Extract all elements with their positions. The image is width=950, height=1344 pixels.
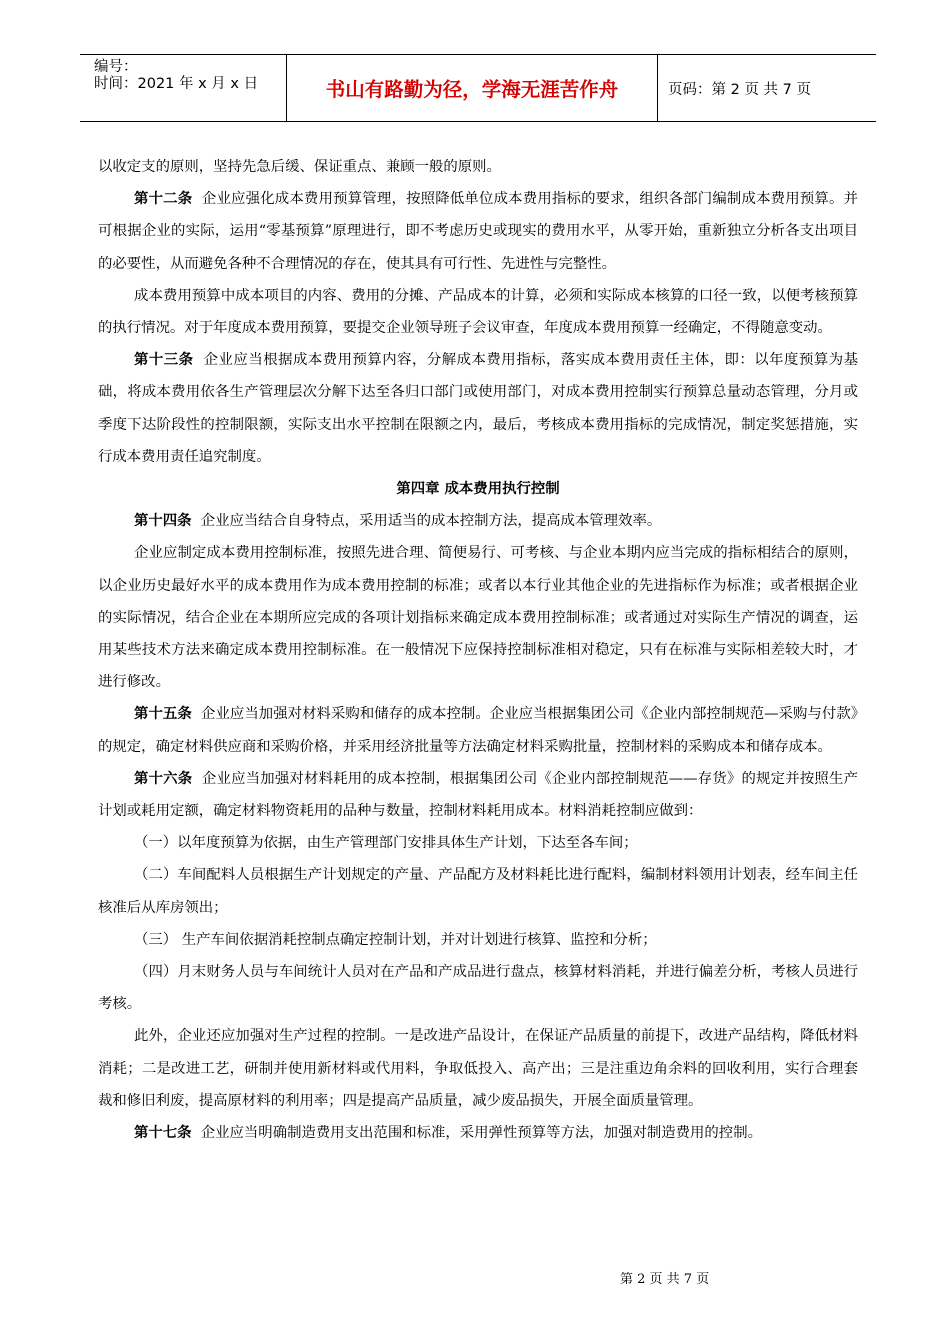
article-title: 第十四条 bbox=[134, 512, 192, 530]
header-page-info: 页码：第 2 页 共 7 页 bbox=[668, 81, 811, 98]
article-text: 企业应当加强对材料耗用的成本控制，根据集团公司《企业内部控制规范——存货》的规定并按照生产计划或耗用定额，确定材料物资耗用的品种与数量，控制材料耗用成本。材料消耗控制应做到： bbox=[98, 770, 858, 820]
article-text: 企业应当明确制造费用支出范围和标准，采用弹性预算等方法，加强对制造费用的控制。 bbox=[200, 1125, 762, 1142]
list-item: （一）以年度预算为依据，由生产管理部门安排具体生产计划，下达至各车间； bbox=[134, 835, 638, 852]
header-motto: 书山有路勤为径，学海无涯苦作舟 bbox=[286, 55, 658, 121]
article-14 bbox=[98, 505, 858, 537]
header-meta bbox=[94, 59, 294, 93]
article-15 bbox=[98, 698, 858, 762]
article-title: 第十七条 bbox=[134, 1124, 192, 1142]
list-item: （二）车间配料人员根据生产计划规定的产量、产品配方及材料耗比进行配料，编制材料领用计划表，经车间主任核准后从库房领出； bbox=[98, 867, 858, 916]
article-13 bbox=[98, 344, 858, 473]
article-title: 第十六条 bbox=[134, 769, 193, 787]
article-text: 企业应当结合自身特点，采用适当的成本控制方法，提高成本管理效率。 bbox=[200, 513, 662, 530]
document-time-label: 时间：2021 年 x 月 x 日 bbox=[94, 76, 259, 92]
paragraph: 企业应制定成本费用控制标准，按照先进合理、简便易行、可考核、与企业本期内应当完成的指标相结合的原则，以企业历史最好水平的成本费用作为成本费用控制的标准；或者以本行业其他企业的先进指标作为标准；或者根据企业的实际情况，结合企业在本期所应完成的各项计划指标来确定成本费用控制标准；或者通过对实际生产情况的调查，运用某些技术方法来确定成本费用控制标准。在一般情况下应保持控制标准相对稳定，只有在标准与实际相差较大时，才进行修改。 bbox=[98, 545, 858, 691]
article-title: 第十五条 bbox=[134, 705, 192, 723]
list-item: （四）月末财务人员与车间统计人员对在产品和产成品进行盘点，核算材料消耗，并进行偏差分析，考核人员进行考核。 bbox=[98, 964, 858, 1013]
article-17 bbox=[98, 1117, 858, 1149]
article-text: 企业应当根据成本费用预算内容，分解成本费用指标，落实成本费用责任主体，即：以年度预算为基础，将成本费用依各生产管理层次分解下达至各归口部门或使用部门，对成本费用控制实行预算总量动态管理，分月或季度下达阶段性的控制限额，实际支出水平控制在限额之内，最后，考核成本费用指标的完成情况，制定奖惩措施，实行成本费用责任追究制度。 bbox=[98, 352, 858, 465]
article-title: 第十三条 bbox=[134, 351, 194, 369]
page-footer: 第 2 页 共 7 页 bbox=[620, 1272, 710, 1287]
paragraph: 以收定支的原则，坚持先急后缓、保证重点、兼顾一般的原则。 bbox=[98, 159, 501, 175]
article-title: 第十二条 bbox=[134, 190, 193, 208]
article-16 bbox=[98, 763, 858, 827]
document-number-label: 编号： bbox=[94, 59, 138, 75]
article-text: 企业应强化成本费用预算管理，按照降低单位成本费用指标的要求，组织各部门编制成本费用预算。并可根据企业的实际，运用“零基预算”原理进行，即不考虑历史或现实的费用水平，从零开始，重新独立分析各支出项目的必要性，从而避免各种不合理情况的存在，使其具有可行性、先进性与完整性。 bbox=[98, 191, 858, 272]
page-header bbox=[80, 54, 876, 122]
list-item: （三） 生产车间依据消耗控制点确定控制计划，并对计划进行核算、监控和分析； bbox=[134, 931, 657, 948]
paragraph: 此外，企业还应加强对生产过程的控制。一是改进产品设计，在保证产品质量的前提下，改进产品结构，降低材料消耗；二是改进工艺，研制并使用新材料或代用料，争取低投入、高产出；三是注重边角余料的回收利用，实行合理套裁和修旧利废，提高原材料的利用率；四是提高产品质量，减少废品损失，开展全面质量管理。 bbox=[98, 1028, 858, 1109]
chapter-heading: 第四章 成本费用执行控制 bbox=[396, 480, 560, 498]
article-12 bbox=[98, 183, 858, 280]
article-text: 企业应当加强对材料采购和储存的成本控制。企业应当根据集团公司《企业内部控制规范—采购与付款》的规定，确定材料供应商和采购价格，并采用经济批量等方法确定材料采购批量，控制材料的采购成本和储存成本。 bbox=[98, 706, 858, 755]
document-body bbox=[98, 151, 858, 1149]
paragraph: 成本费用预算中成本项目的内容、费用的分摊、产品成本的计算，必须和实际成本核算的口径一致，以便考核预算的执行情况。对于年度成本费用预算，要提交企业领导班子会议审查，年度成本费用预算一经确定，不得随意变动。 bbox=[98, 287, 858, 337]
